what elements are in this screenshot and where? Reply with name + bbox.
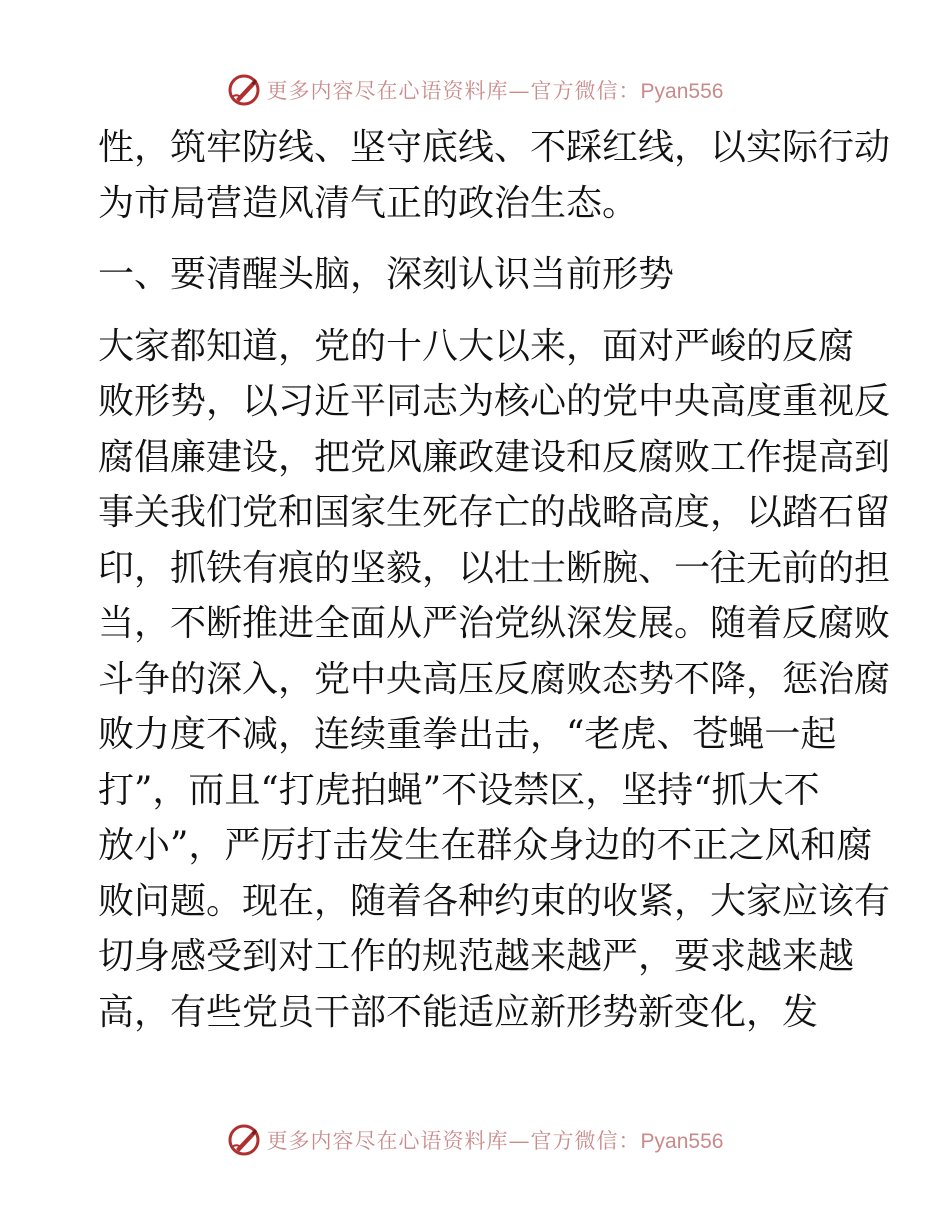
text-line: 切身感受到对工作的规范越来越严，要求越来越: [98, 936, 855, 977]
header-banner: [0, 70, 950, 110]
pen-logo-icon: [227, 73, 261, 107]
text-line: 当，不断推进全面从严治党纵深发展。随着反腐败: [98, 603, 891, 644]
body-text: [98, 120, 891, 1040]
paragraph: [98, 319, 891, 1041]
banner-text: 更多内容尽在心语资料库—官方微信：Pyan556: [266, 1129, 724, 1153]
text-line: 打”，而且“打虎拍蝇”不设禁区，坚持“抓大不: [98, 769, 820, 811]
banner-text: 更多内容尽在心语资料库—官方微信：Pyan556: [266, 79, 724, 103]
section-heading: 一、要清醒头脑，深刻认识当前形势: [98, 254, 675, 295]
pen-logo-icon: [227, 1123, 261, 1157]
text-line: 败力度不减，连续重拳出击，“老虎、苍蝇一起: [98, 714, 837, 755]
text-line: 斗争的深入，党中央高压反腐败态势不降，惩治腐: [98, 658, 891, 700]
text-line: 印，抓铁有痕的坚毅，以壮士断腕、一往无前的担: [98, 547, 891, 589]
text-line: 高，有些党员干部不能适应新形势新变化，发: [98, 991, 819, 1033]
text-line: 腐倡廉建设，把党风廉政建设和反腐败工作提高到: [98, 436, 891, 478]
text-line: 败形势，以习近平同志为核心的党中央高度重视反: [98, 381, 891, 422]
text-line: 性，筑牢防线、坚守底线、不踩红线，以实际行动: [98, 127, 891, 168]
footer-banner: [0, 1120, 950, 1160]
text-line: 事关我们党和国家生死存亡的战略高度，以踏石留: [98, 492, 891, 533]
text-line: 大家都知道，党的十八大以来，面对严峻的反腐: [98, 325, 855, 367]
text-line: 败问题。现在，随着各种约束的收紧，大家应该有: [98, 880, 891, 922]
text-line: 放小”，严厉打击发生在群众身边的不正之风和腐: [98, 825, 873, 866]
paragraph-continuation: [98, 120, 891, 231]
text-line: 为市局营造风清气正的政治生态。: [98, 182, 639, 224]
